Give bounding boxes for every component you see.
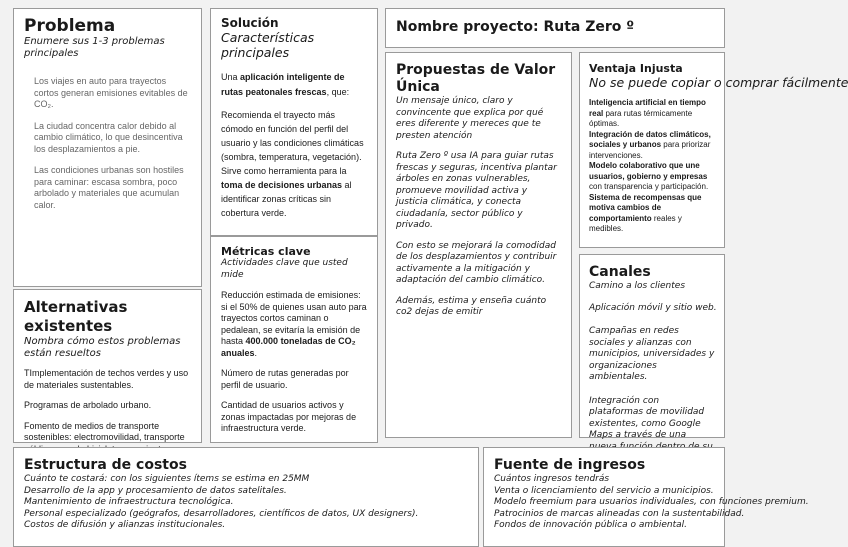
costos-line: Costos de difusión y alianzas institucionales. [24, 520, 226, 530]
metricas-subtitle: Actividades clave que usted mide [221, 258, 348, 280]
proyecto-header [385, 8, 725, 48]
costos-card [13, 447, 479, 547]
canales-title: Canales [589, 264, 651, 280]
canales-item: Aplicación móvil y sitio web. [589, 302, 717, 313]
propuesta-paragraph: Ruta Zero º usa IA para guiar rutas frescas y seguras, incentiva plantar árboles en zonas vulnerables, promueve movilidad activa y justicia climática, y conecta ciudadanía, sector público y privado. [396, 151, 557, 230]
alternativas-item: Fomento de medios de transporte sostenibles: electromovilidad, transporte [24, 420, 185, 442]
solucion-title: Solución [221, 16, 279, 30]
metricas-p2: Número de rutas generadas por perfil de usuario. [221, 368, 349, 390]
propuesta-paragraph: Con esto se mejorará la comodidad de los desplazamientos y contribuir activamente a la mitigación y adaptación del cambio climático. [396, 240, 557, 285]
alternativas-card [13, 289, 202, 443]
ingresos-title: Fuente de ingresos [494, 457, 646, 473]
propuesta-paragraph: Además, estima y enseña cuánto co2 dejas de emitir [396, 295, 547, 317]
problema-title: Problema [24, 16, 116, 36]
metricas-p1: Reducción estimada de emisiones: si el 50% de quienes usan auto para trayectos cortos caminan o pedalean, se evitaría la emisión de hasta 400.000 toneladas de CO₂ anuales. [221, 290, 367, 358]
alternativas-item: TImplementación de techos verdes y uso de materiales sustentables. [24, 368, 189, 390]
canales-card [579, 254, 725, 438]
proyecto-title: Nombre proyecto: Ruta Zero º [396, 19, 635, 35]
problema-item: Las condiciones urbanas son hostiles para caminar: escasa sombra, poco arbolado y materiales que acumulan calor. [34, 165, 184, 210]
ingresos-subtitle: Cuántos ingresos tendrás [494, 474, 610, 484]
alternativas-item: Programas de arbolado urbano. [24, 400, 152, 410]
solucion-p3: Sirve como herramienta para la toma de decisiones urbanas al identificar zonas críticas sin cobertura verde. [221, 166, 352, 218]
canales-item: Integración con plataformas de movilidad existentes, como Google Maps a través de una [589, 395, 705, 440]
canales-subtitle: Camino a los clientes [589, 281, 686, 291]
costos-title: Estructura de costos [24, 457, 187, 473]
problema-subtitle: Enumere sus 1-3 problemas principales [24, 36, 165, 59]
solucion-intro: Una aplicación inteligente de rutas peatonales frescas, que: [221, 72, 350, 97]
ventaja-item: Sistema de recompensas que motiva cambios de comportamiento reales y medibles. [589, 192, 702, 233]
ingresos-line: Venta o licenciamiento del servicio a municipios. [494, 485, 714, 496]
metricas-title: Métricas clave [221, 245, 311, 258]
costos-subtitle: Cuánto te costará: con los siguientes ítems se estima en 25MM [24, 474, 310, 484]
ingresos-card [483, 447, 809, 547]
propuesta-title: Propuestas de Valor Única [396, 62, 556, 95]
ventaja-item: Modelo colaborativo que une usuarios, gobierno y empresas con transparencia y participación. [589, 161, 709, 191]
costos-line: Desarrollo de la app y procesamiento de datos satelitales. [24, 485, 287, 496]
solucion-subtitle: Características principales [221, 30, 315, 60]
propuesta-card [385, 52, 572, 438]
problema-item: La ciudad concentra calor debido al cambio climático, lo que desincentiva los desplazamientos a pie. [34, 120, 183, 154]
solucion-p2: Recomienda el trayecto más cómodo en función del perfil del usuario y las condiciones climáticas (sombra, temperatura, vegetación). [221, 110, 364, 162]
canales-item: Campañas en redes sociales y alianzas con municipios, universidades y organizaciones ambientales. [589, 326, 715, 382]
ventaja-title: Ventaja Injusta [589, 62, 683, 75]
ventaja-subtitle: No se puede copiar o comprar fácilmente [589, 75, 848, 90]
ingresos-line: Fondos de innovación pública o ambiental. [494, 520, 688, 530]
costos-line: Personal especializado (geógrafos, desarrolladores, científicos de datos, UX designers). [24, 508, 419, 519]
problema-item: Los viajes en auto para trayectos cortos generan emisiones evitables de CO₂. [34, 76, 188, 109]
propuesta-subtitle: Un mensaje único, claro y convincente que explica por qué eres diferente y mereces que te presten atención [396, 96, 544, 141]
problema-card [13, 8, 202, 287]
ventaja-card [579, 52, 848, 248]
ventaja-item: Integración de datos climáticos, sociales y urbanos para priorizar intervenciones. [589, 129, 711, 160]
metricas-p3: Cantidad de usuarios activos y zonas impactadas por mejoras de infraestructura verde. [221, 400, 357, 433]
alternativas-subtitle: Nombra cómo estos problemas están resueltos [24, 336, 181, 359]
ventaja-item: Inteligencia artificial en tiempo real para rutas térmicamente óptimas. [589, 98, 706, 128]
metricas-card [210, 236, 378, 443]
alternativas-title: Alternativas existentes [24, 298, 128, 335]
ingresos-line: Patrocinios de marcas alineadas con la sustentabilidad. [494, 508, 745, 519]
ingresos-line: Modelo freemium para usuarios individuales, con funciones premium. [494, 497, 809, 507]
solucion-card [210, 8, 378, 236]
costos-line: Mantenimiento de infraestructura tecnológica. [24, 497, 234, 507]
